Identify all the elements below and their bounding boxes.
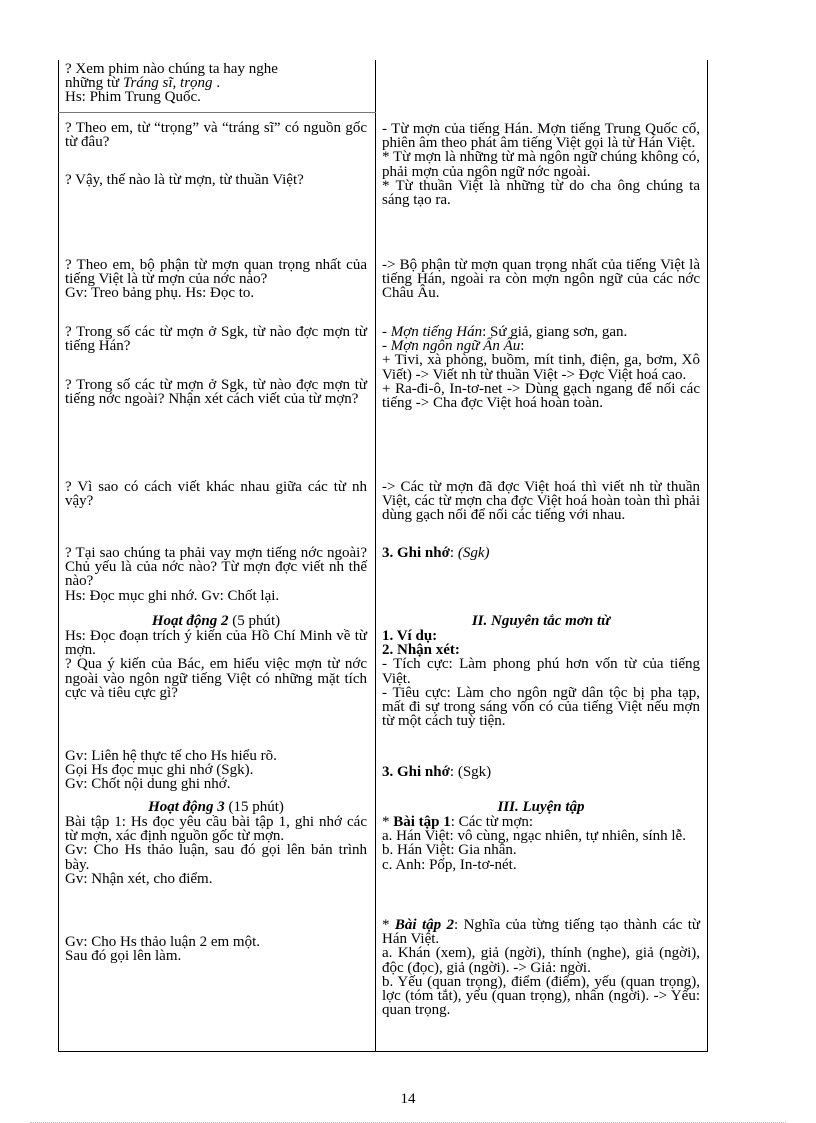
remember-note-2: 3. Ghi nhớ: (Sgk): [382, 764, 492, 780]
question-origin: ? Theo em, từ “trọng” và “tráng sĩ” có nguồn gốc từ đâu?: [65, 120, 367, 151]
question-main-source: ? Theo em, bộ phận từ mợn quan trọng nhất của tiếng Việt là từ mợn của nớc nào? Gv: Treo bảng phụ. Hs: Đọc to.: [65, 257, 367, 302]
bottom-border: [58, 1051, 708, 1052]
lesson-table: [58, 60, 708, 1052]
page-number: 14: [400, 1091, 416, 1107]
section-3-heading: III. Luyện tập: [497, 799, 585, 815]
section-2-content: 1. Ví dụ: 2. Nhận xét: - Tích cực: Làm phong phú hơn vốn từ của tiếng Việt. - Tiêu cực: Làm cho ngôn ngữ dân tộc bị pha tạp, mất đi sự trong sáng vốn có của tiếng Việt nếu mợn từ một cách tuỳ tiện.: [382, 628, 700, 730]
left-border: [58, 60, 59, 1052]
exercise-1-answer: * Bài tập 1: Các từ mợn: a. Hán Việt: vô cùng, ngạc nhiên, tự nhiên, sính lễ. b. Hán Việt: Gia nhân. c. Anh: Pốp, In-tơ-nét.: [382, 814, 686, 873]
answer-definitions: - Từ mợn của tiếng Hán. Mợn tiếng Trung Quốc cổ, phiên âm theo phát âm tiếng Việt gọi là từ Hán Việt. * Từ mợn là những từ mà ngôn ngữ chúng không có, phải mợn của ngôn ngữ nớc ngoài. * Từ thuần Việt là những từ do cha ông chúng ta sáng tạo ra.: [382, 121, 700, 209]
question-why-borrow: ? Tại sao chúng ta phải vay mợn tiếng nớc ngoài? Chủ yếu là của nớc nào? Từ mợn đợc viết nh thế nào? Hs: Đọc mục ghi nhớ. Gv: Chốt lại.: [65, 545, 367, 604]
question-han-words: ? Trong số các từ mợn ở Sgk, từ nào đợc mợn từ tiếng Hán?: [65, 324, 367, 355]
exercise-2-instructions: Gv: Cho Hs thảo luận 2 em một. Sau đó gọi lên làm.: [65, 934, 260, 965]
question-foreign-words: ? Trong số các từ mợn ở Sgk, từ nào đợc mợn từ tiếng nớc ngoài? Nhận xét cách viết của từ mợn?: [65, 377, 367, 408]
question-film: ? Xem phim nào chúng ta hay nghe những từ Tráng sĩ, trọng . Hs: Phim Trung Quốc.: [65, 61, 278, 106]
exercise-1-instructions: Bài tập 1: Hs đọc yêu cầu bài tập 1, ghi nhớ các từ mợn, xác định nguồn gốc từ mợn. Gv: Cho Hs thảo luận, sau đó gọi lên bản trình bày. Gv: Nhận xét, cho điểm.: [65, 814, 367, 887]
right-border: [707, 60, 708, 1052]
section-2-heading: II. Nguyên tắc mơn từ: [471, 613, 611, 629]
remember-note-1: 3. Ghi nhớ: (Sgk): [382, 545, 490, 561]
answer-examples: - Mợn tiếng Hán: Sứ giả, giang sơn, gan. - Mợn ngôn ngữ Ấn Âu: + Tivi, xà phòng, buồm, mít tinh, điện, ga, bơm, Xô Viết) -> Viết nh từ thuần Việt -> Đợc Việt hoá cao. + Ra-đi-ô, In-tơ-net -> Dùng gạch ngang để nối các tiếng -> Cha đợc Việt hoá hoàn toàn.: [382, 324, 700, 412]
answer-main-source: -> Bộ phận từ mợn quan trọng nhất của tiếng Việt là tiếng Hán, ngoài ra còn mợn ngôn ngữ của các nớc Châu Âu.: [382, 257, 700, 302]
activity-3-heading: Hoạt động 3 (15 phút): [148, 799, 284, 815]
teacher-notes: Gv: Liên hệ thực tế cho Hs hiểu rõ. Gọi Hs đọc mục ghi nhớ (Sgk). Gv: Chốt nội dung ghi nhớ.: [65, 748, 277, 793]
activity-2-content: Hs: Đọc đoạn trích ý kiến của Hồ Chí Minh về từ mợn. ? Qua ý kiến của Bác, em hiểu việc mợn từ nớc ngoài vào ngôn ngữ tiếng Việt có những mặt tích cực và tiêu cực gì?: [65, 628, 367, 701]
question-borrowed-native: ? Vậy, thế nào là từ mợn, từ thuần Việt?: [65, 172, 304, 188]
column-divider: [375, 60, 376, 1052]
row-divider: [58, 112, 376, 113]
answer-writing-rule: -> Các từ mợn đã đợc Việt hoá thì viết nh từ thuần Việt, các từ mợn cha đợc Việt hoá hoàn toàn thì phải dùng gạch nối để nối các tiếng với nhau.: [382, 479, 700, 524]
exercise-2-answer: * Bài tập 2: Nghĩa của từng tiếng tạo thành các từ Hán Việt. a. Khán (xem), giả (ngời), thính (nghe), giả (ngời), độc (đọc), giả (ngời). -> Giả: ngời. b. Yếu (quan trọng), điểm (điểm), yếu (quan trọng), lợc (tóm tắt), yếu (quan trọng), nhân (ngời). -> Yếu: quan trọng.: [382, 917, 700, 1019]
question-writing-difference: ? Vì sao có cách viết khác nhau giữa các từ nh vậy?: [65, 479, 367, 510]
activity-2-heading: Hoạt động 2 (5 phút): [151, 613, 281, 629]
